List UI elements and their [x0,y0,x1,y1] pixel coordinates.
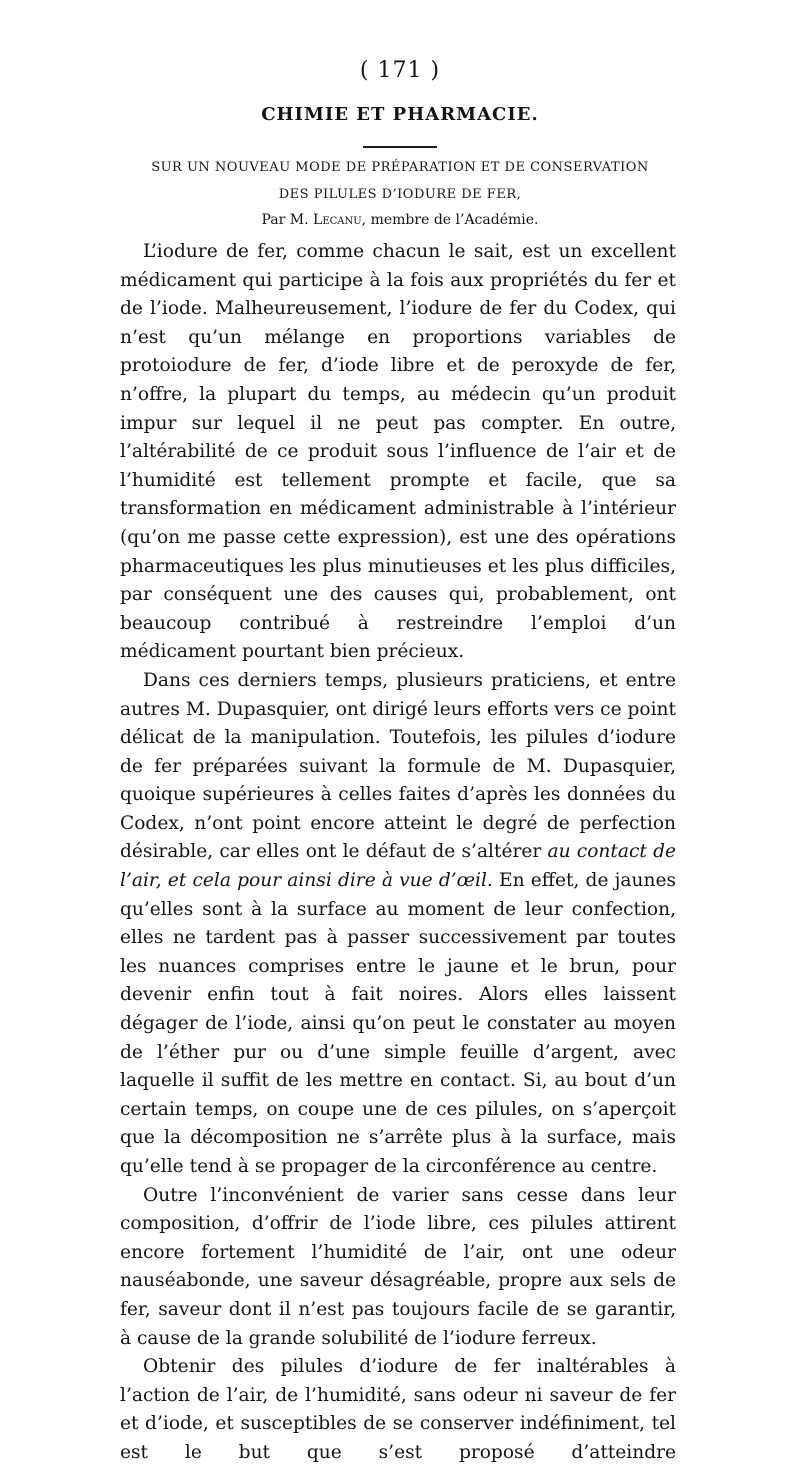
article-title-line-1: SUR UN NOUVEAU MODE DE PRÉPARATION ET DE CONSERVATION [151,160,649,175]
paragraph-2-part-2: En effet, de jaunes qu’elles sont à la surface au moment de leur confection, elles ne tardent pas à passer successivement par toutes les nuances comprises entre le jaune et le brun, pour devenir enfin tout à fait noires. Alors elles laissent dégager de l’iode, ainsi qu’on peut le constater au moyen de l’éther pur ou d’une simple feuille d’argent, avec laquelle il suffit de les mettre en contact. Si, au bout d’un certain temps, on coupe une de ces pilules, on s’aperçoit que la décomposition ne s’arrête plus à la surface, mais qu’elle tend à se propager de la circonférence au centre. [120,870,676,1177]
byline-suffix: membre de l’Académie. [370,212,539,228]
paragraph-3: Outre l’inconvénient de varier sans cesse dans leur composition, d’offrir de l’iode libre, ces pilules attirent encore fortement l’humidité de l’air, ont une odeur nauséabonde, une saveur désagréable, propre aux sels de fer, saveur dont il n’est pas toujours facile de se garantir, à cause de la grande solubilité de l’iodure ferreux. [120,1184,676,1349]
article-title-line-2: DES PILULES D’IODURE DE FER, [278,187,522,202]
byline [0,212,800,228]
paragraph-2-italic: au contact de l’air, et cela pour ainsi dire à vue d’œil. [120,841,676,892]
section-title: CHIMIE ET PHARMACIE. [261,104,539,125]
byline-prefix: Par M. [261,212,309,228]
byline-author: Lecanu, [313,212,367,228]
article-body [120,238,676,1468]
page-number: ( 171 ) [359,58,441,83]
paragraph-4: Obtenir des pilules d’iodure de fer inaltérables à l’action de l’air, de l’humidité, sans odeur ni saveur de fer et d’iode, et susceptibles de se conserver indéfiniment, tel est le but que s’est proposé d’atteindre [120,1356,676,1463]
paragraph-1: L’iodure de fer, comme chacun le sait, est un excellent médicament qui participe à la fois aux propriétés du fer et de l’iode. Malheureusement, l’iodure de fer du Codex, qui n’est qu’un mélange en proportions variables de protoiodure de fer, d’iode libre et de peroxyde de fer, n’offre, la plupart du temps, au médecin qu’un produit impur sur lequel il ne peut pas compter. En outre, l’altérabilité de ce produit sous l’influence de l’air et de l’humidité est tellement prompte et facile, que sa transformation en médicament administrable à l’intérieur (qu’on me passe cette expression), est une des opérations pharmaceutiques les plus minutieuses et les plus difficiles, par conséquent une des causes qui, probablement, ont beaucoup contribué à restreindre l’emploi d’un médicament pourtant bien précieux. [120,241,676,663]
title-rule [363,146,437,148]
paragraph-2 [120,667,676,1182]
paragraph-2-part-1: Dans ces derniers temps, plusieurs praticiens, et entre autres M. Dupasquier, ont dirigé leurs efforts vers ce point délicat de la manipulation. Toutefois, les pilules d’iodure de fer préparées suivant la formule de M. Dupasquier, quoique supérieures à celles faites d’après les données du Codex, n’ont point encore atteint le degré de perfection désirable, car elles ont le défaut de s’altérer [120,669,676,863]
